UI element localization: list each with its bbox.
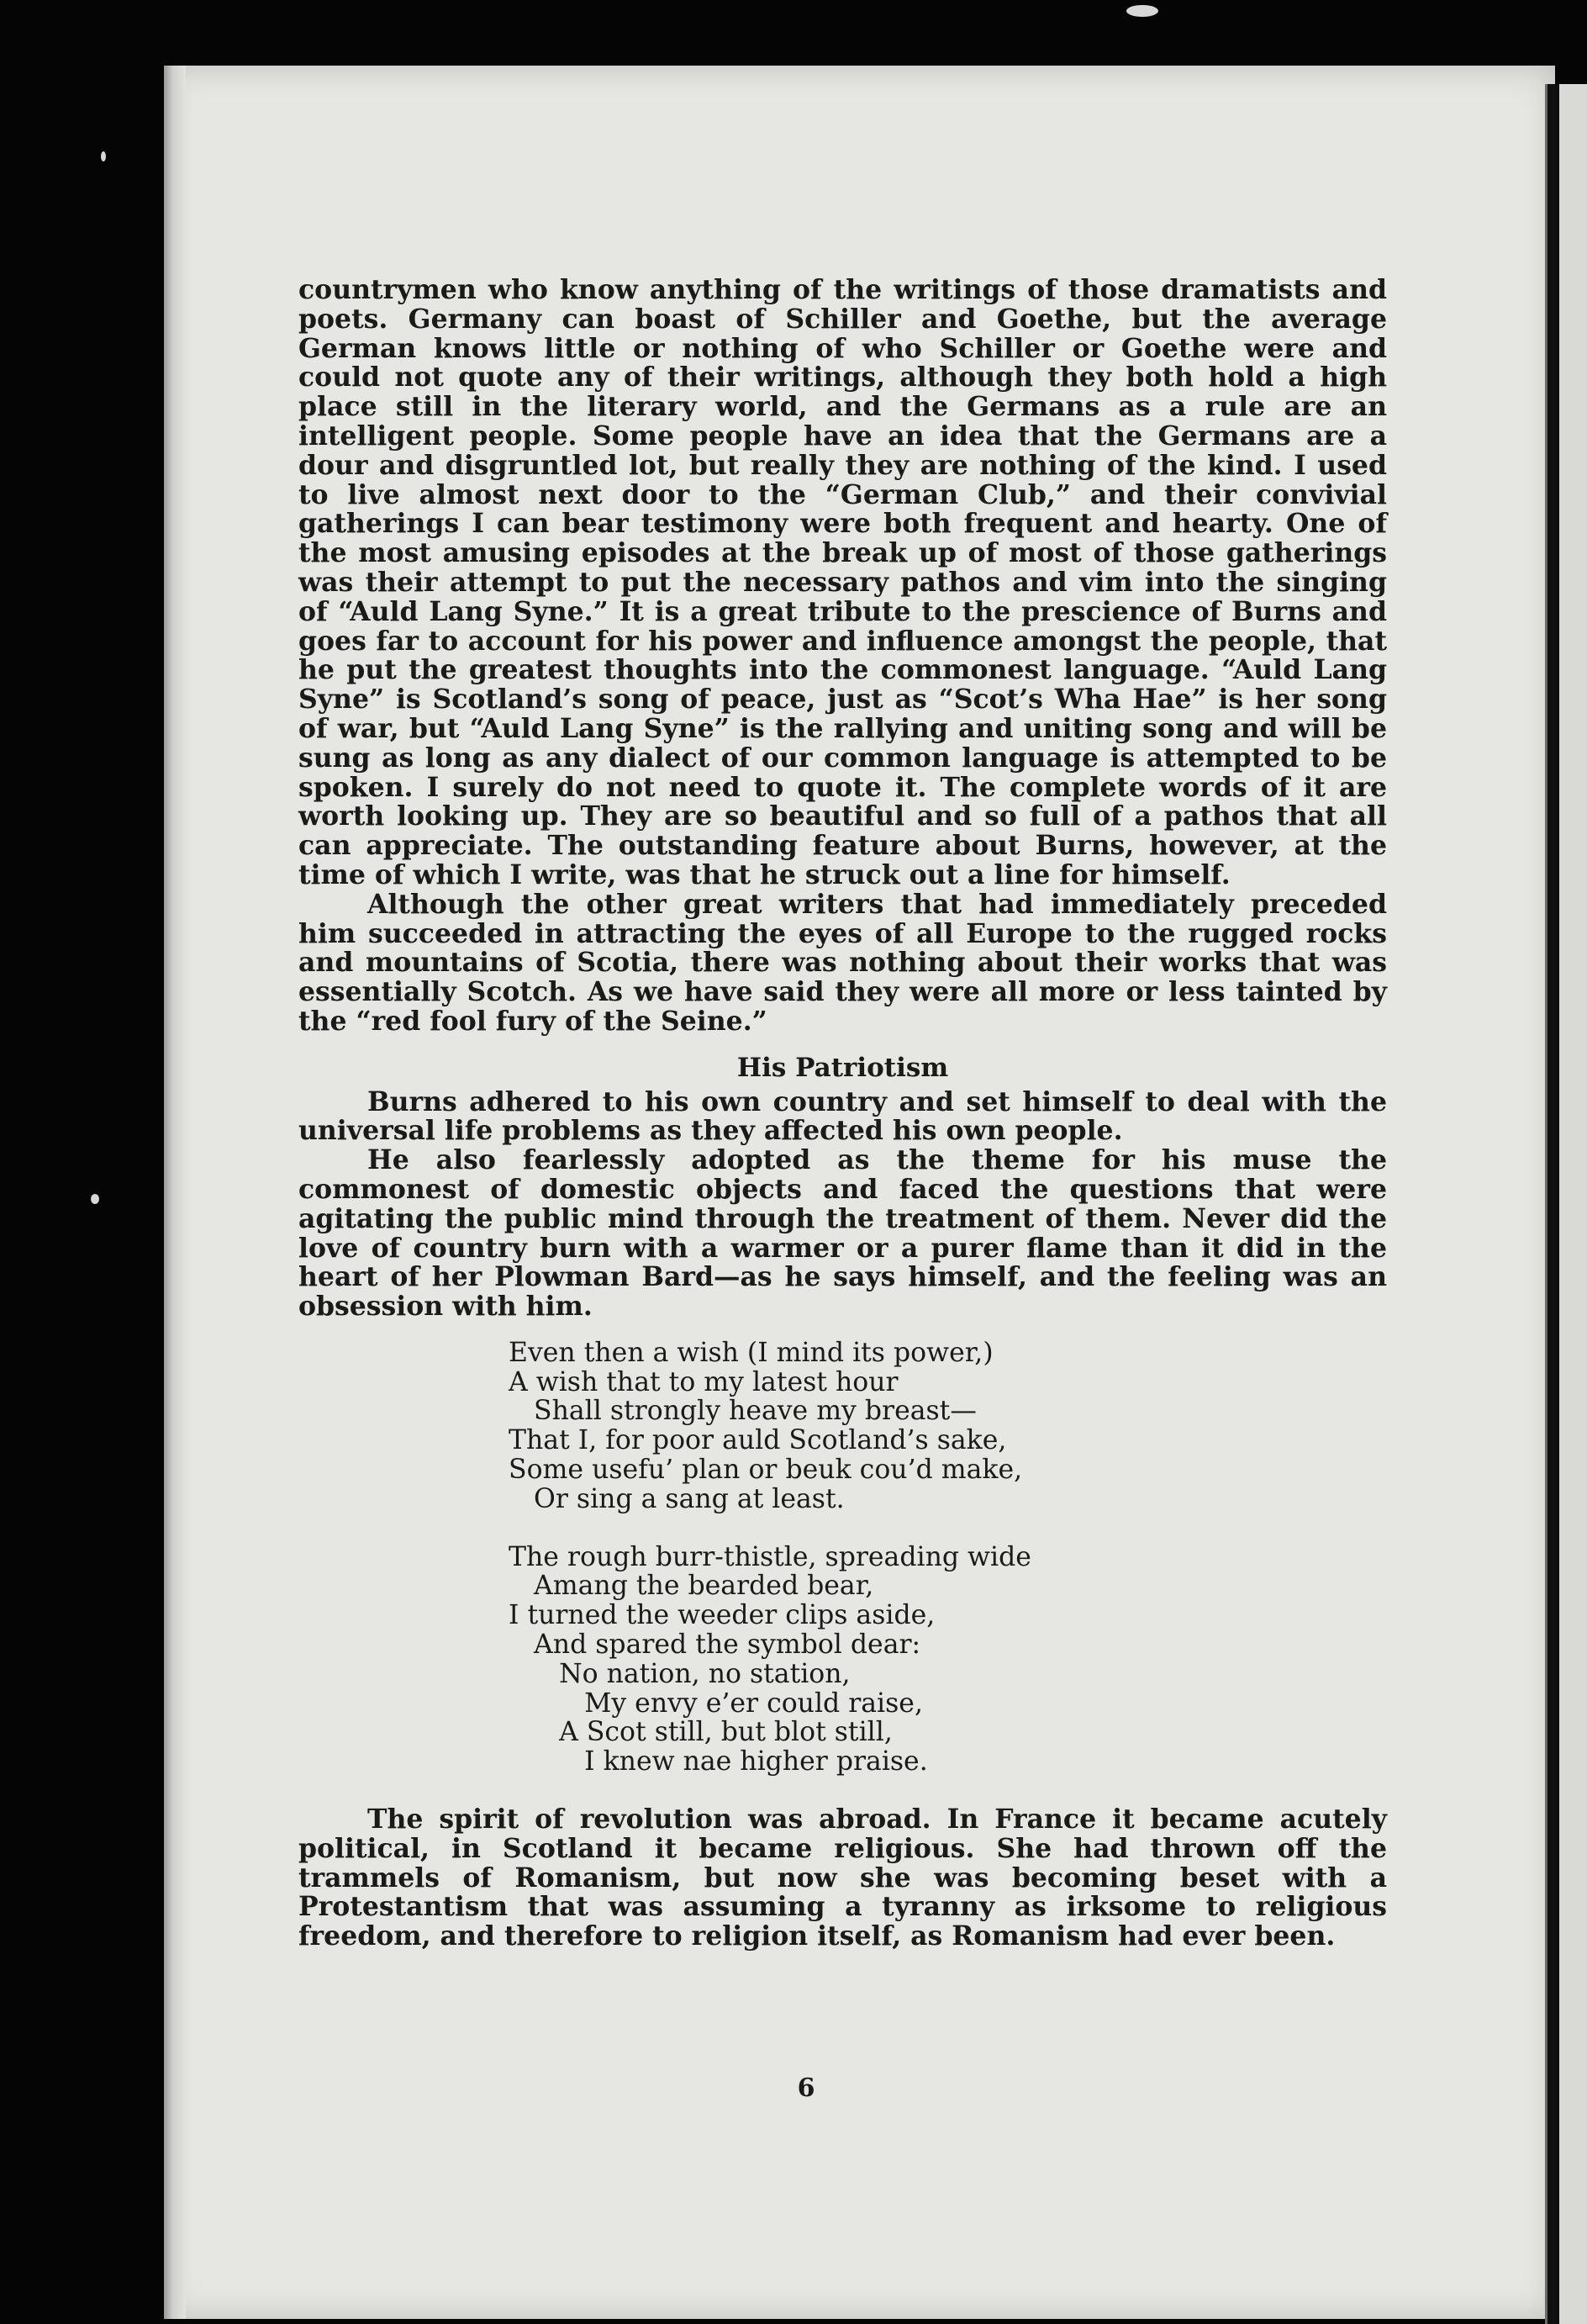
poem-line: Some usefu’ plan or beuk cou’d make,	[509, 1455, 1023, 1486]
body-text	[298, 276, 1387, 1952]
poem-line: And spared the symbol dear:	[509, 1629, 921, 1661]
poem-line: I turned the weeder clips aside,	[509, 1600, 936, 1631]
poem-quote	[509, 1339, 1387, 1777]
poem-line: My envy e’er could raise,	[509, 1688, 923, 1719]
poem-line: That I, for poor auld Scotland’s sake,	[509, 1425, 1007, 1456]
poem-line: Amang the bearded bear,	[509, 1571, 874, 1602]
paragraph: He also fearlessly adopted as the theme for his muse the commonest of domestic objects and faced the questions that were agitating the public mind through the treatment of them. Never did the love of country burn with a warmer or a purer flame than it did in the heart of her Plowman Bard—as he says himself, and the feeling was an obsession with him.	[298, 1144, 1387, 1323]
poem-line: Or sing a sang at least.	[509, 1483, 845, 1514]
paragraph: Although the other great writers that had immediately preceded him succeeded in attracting the eyes of all Europe to the rugged rocks and mountains of Scotia, there was nothing about their works that was essentially Scotch. As we have said they were all more or less tainted by the “red fool fury of the Seine.”	[298, 888, 1387, 1037]
poem-line: No nation, no station,	[509, 1658, 851, 1689]
scan-speck	[101, 151, 106, 161]
page-binding-edge	[164, 66, 186, 2319]
section-heading: His Patriotism	[736, 1052, 949, 1083]
poem-line: I knew nae higher praise.	[509, 1746, 928, 1777]
poem-line: A wish that to my latest hour	[509, 1366, 899, 1397]
paragraph: countrymen who know anything of the writings of those dramatists and poets. Germany can boast of Schiller and Goethe, but the average German knows little or nothing of who Schiller or Goethe were and could not quote any of their writings, although they both hold a high place still in the literary world, and the Germans as a rule are an intelligent people. Some people have an idea that the Germans are a dour and disgruntled lot, but really they are nothing of the kind. I used to live almost next door to the “German Club,” and their convivial gatherings I can bear testimony were both frequent and hearty. One of the most amusing episodes at the break up of most of those gatherings was their attempt to put the necessary pathos and vim into the singing of “Auld Lang Syne.” It is a great tribute to the prescience of Burns and goes far to account for his power and influence amongst the people, that he put the greatest thoughts into the commonest language. “Auld Lang Syne” is Scotland’s song of peace, just as “Scot’s Wha Hae” is her song of war, but “Auld Lang Syne” is the rallying and uniting song and will be sung as long as any dialect of our common language is attempted to be spoken. I surely do not need to quote it. The complete words of it are worth looking up. They are so beautiful and so full of a pathos that all can appreciate. The outstanding feature about Burns, however, at the time of which I write, was that he struck out a line for himself.	[298, 274, 1387, 890]
paragraph: The spirit of revolution was abroad. In France it became acutely political, in Scotland it became religious. She had thrown off the trammels of Romanism, but now she was becoming beset with a Protestantism that was assuming a tyranny as irksome to religious freedom, and therefore to religion itself, as Romanism had ever been.	[298, 1804, 1387, 1952]
poem-line: The rough burr-thistle, spreading wide	[509, 1541, 1031, 1572]
poem-line: Even then a wish (I mind its power,)	[509, 1337, 994, 1368]
facing-page-strip	[1559, 84, 1587, 2324]
poem-stanza	[509, 1543, 1387, 1777]
scan-speck	[1126, 5, 1158, 17]
poem-stanza	[509, 1339, 1387, 1514]
scan-speck	[91, 1194, 99, 1204]
poem-line: Shall strongly heave my breast—	[509, 1396, 977, 1427]
page-number: 6	[797, 2073, 815, 2103]
poem-line: A Scot still, but blot still,	[509, 1717, 893, 1748]
paragraph: Burns adhered to his own country and set himself to deal with the universal life problems as they affected his own people.	[298, 1085, 1387, 1147]
